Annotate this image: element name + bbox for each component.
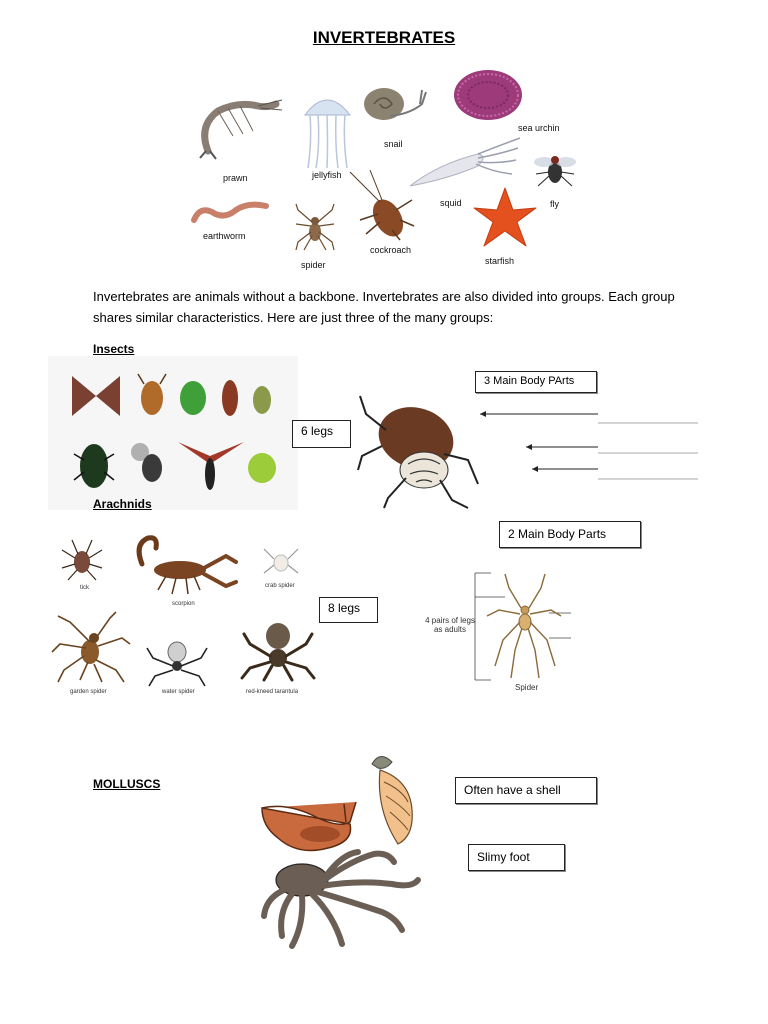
- cockroach-illustration: [340, 170, 415, 240]
- tarantula-label: red-kneed tarantula: [246, 689, 299, 695]
- sea-urchin-label: sea urchin: [518, 123, 560, 133]
- cockroach-label: cockroach: [370, 245, 412, 255]
- water-spider-label: water spider: [162, 689, 195, 695]
- squid-label: squid: [440, 198, 462, 208]
- scorpion-illustration: [130, 534, 240, 598]
- sea-urchin-illustration: [452, 68, 524, 122]
- intro-paragraph: Invertebrates are animals without a backbone. Invertebrates are also divided into groups. Each group shares similar characteristics. Here are just three of the many groups:: [93, 289, 675, 325]
- spider-label: spider: [301, 260, 326, 270]
- shell-illustration: [366, 750, 418, 846]
- insects-collage: [48, 356, 298, 510]
- water-spider-illustration: [145, 630, 209, 686]
- jellyfish-illustration: [300, 90, 355, 170]
- insect-answer-lines: [476, 405, 701, 485]
- snail-illustration: [360, 84, 430, 124]
- octopus-illustration: [262, 850, 422, 952]
- eight-legs-box: 8 legs: [319, 597, 378, 623]
- earthworm-illustration: [190, 196, 270, 226]
- molluscs-heading: MOLLUSCS: [93, 777, 161, 791]
- snail-label: snail: [384, 139, 403, 149]
- crab-spider-illustration: [262, 543, 300, 579]
- crab-spider-label: crab spider: [265, 583, 295, 589]
- legs-pairs-label: 4 pairs of legs as adults: [425, 616, 475, 634]
- earthworm-label: earthworm: [203, 231, 246, 241]
- fly-label: fly: [550, 199, 559, 209]
- spider-illustration: [294, 202, 336, 252]
- garden-spider-illustration: [50, 612, 132, 684]
- shell-box: Often have a shell: [455, 777, 597, 804]
- beetle-illustration: [356, 394, 486, 510]
- squid-illustration: [408, 134, 523, 194]
- slimy-foot-box: Slimy foot: [468, 844, 565, 871]
- three-body-parts-box: 3 Main Body PArts: [475, 371, 597, 393]
- six-legs-box: 6 legs: [292, 420, 351, 448]
- fly-illustration: [532, 148, 578, 192]
- tick-illustration: [60, 536, 104, 582]
- spider-diagram-label: Spider: [515, 683, 539, 692]
- arachnids-heading: Arachnids: [93, 497, 152, 511]
- prawn-illustration: [198, 96, 283, 161]
- two-body-parts-box: 2 Main Body Parts: [499, 521, 641, 548]
- garden-spider-label: garden spider: [70, 689, 107, 695]
- scorpion-label: scorpion: [172, 601, 195, 607]
- tarantula-illustration: [240, 614, 316, 682]
- starfish-illustration: [472, 186, 538, 248]
- tick-label: tick: [80, 585, 89, 591]
- slug-illustration: [258, 798, 362, 856]
- prawn-label: prawn: [223, 173, 248, 183]
- starfish-label: starfish: [485, 256, 515, 266]
- jellyfish-label: jellyfish: [312, 170, 342, 180]
- page-title: INVERTEBRATES: [312, 28, 456, 47]
- insects-heading: Insects: [93, 342, 135, 356]
